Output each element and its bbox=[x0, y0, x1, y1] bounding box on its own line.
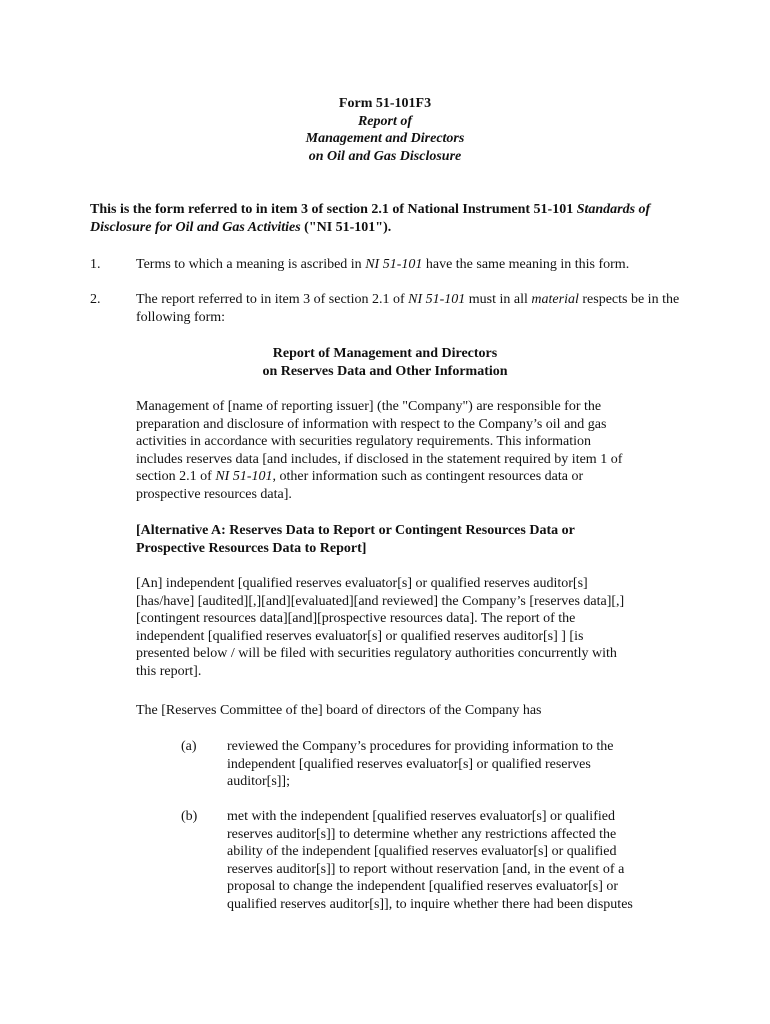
management-responsibility-paragraph: Management of [name of reporting issuer] (the "Company") are responsible for the preparation and disclosure of information with respect to the Company’s oil and gas activities in accordance with securities regulatory requirements. This information includes reserves data [and includes, if disclosed in the statement required by item 1 of section 2.1 of NI 51-101, other information such as contingent resources data or prospective resources data]. bbox=[136, 399, 623, 502]
item-number: 2. bbox=[90, 292, 101, 307]
evaluator-paragraph: [An] independent [qualified reserves evaluator[s] or qualified reserves auditor[s] [has/have] [audited][,][and][evaluated][and reviewed] the Company’s [reserves data][,][contingent resources data][and][prospective resources data]. The report of the independent [qualified reserves evaluator[s] or qualified reserves auditor[s] ] [is presented below / will be filed with securities regulatory authorities concurrently with this report]. bbox=[136, 576, 625, 679]
form-header bbox=[0, 95, 770, 165]
alternative-a-heading: [Alternative A: Reserves Data to Report or Contingent Resources Data or Prospective Resources Data to Report] bbox=[136, 523, 575, 556]
intro-text-end: ("NI 51-101"). bbox=[300, 219, 392, 235]
list-label: (a) bbox=[181, 739, 197, 754]
form-title-line-1: Report of bbox=[357, 113, 413, 129]
intro-instrument-title: Standards of Disclosure for Oil and Gas Activities bbox=[90, 202, 651, 235]
report-title bbox=[0, 345, 770, 380]
item-text: The report referred to in item 3 of section 2.1 of NI 51-101 must in all material respects be in the following form: bbox=[136, 292, 680, 325]
intro-paragraph bbox=[90, 201, 690, 236]
list-text: reviewed the Company’s procedures for providing information to the independent [qualified reserves evaluator[s] or qualified reserves auditor[s]]; bbox=[227, 739, 614, 789]
form-title-line-2: Management and Directors bbox=[305, 131, 465, 146]
board-paragraph: The [Reserves Committee of the] board of directors of the Company has bbox=[136, 703, 542, 718]
form-number: Form 51-101F3 bbox=[338, 96, 432, 111]
intro-text: This is the form referred to in item 3 of section 2.1 of National Instrument 51-101 bbox=[90, 202, 577, 217]
item-number: 1. bbox=[90, 257, 101, 272]
list-text: met with the independent [qualified reserves evaluator[s] or qualified reserves auditor[s]] to determine whether any restrictions affected the ability of the independent [qualified reserves evaluator[s] or qualified reserves auditor[s]] to report without reservation [and, in the event of a proposal to change the independent [qualified reserves evaluator[s] or qualified reserves auditor[s]], to inquire whether there had been disputes bbox=[227, 809, 633, 912]
form-title-line-3: on Oil and Gas Disclosure bbox=[308, 148, 462, 164]
list-label: (b) bbox=[181, 809, 198, 824]
report-title-line-1: Report of Management and Directors bbox=[272, 346, 498, 361]
report-title-line-2: on Reserves Data and Other Information bbox=[262, 363, 508, 379]
item-text: Terms to which a meaning is ascribed in NI 51-101 have the same meaning in this form. bbox=[136, 257, 630, 272]
